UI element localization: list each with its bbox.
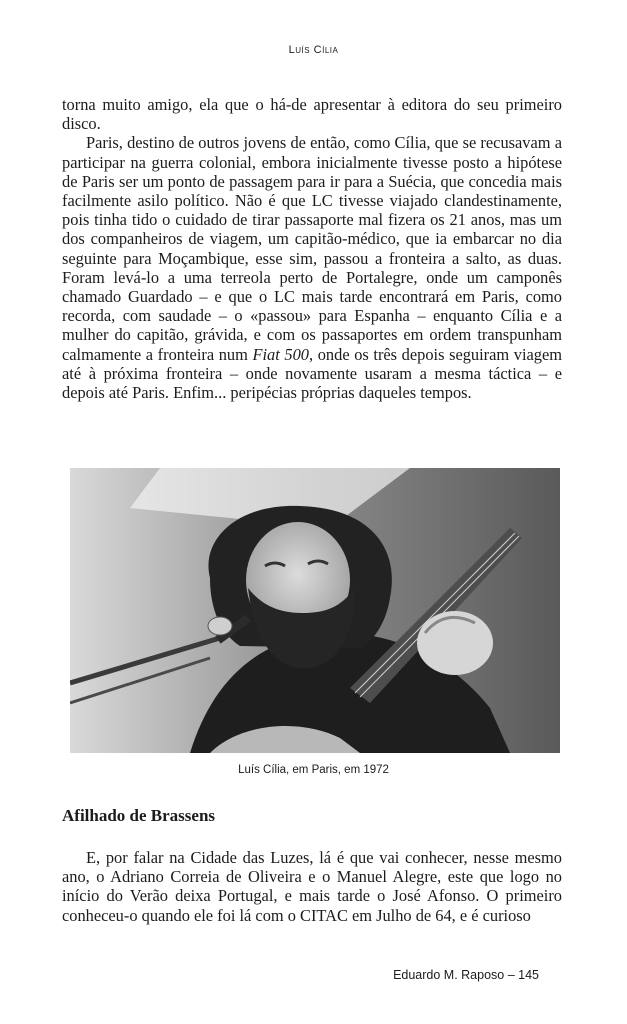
paragraph-2: [62, 133, 562, 402]
body-text-bottom: [62, 848, 562, 925]
page-footer-folio: Eduardo M. Raposo – 145: [393, 968, 539, 982]
paragraph-2-text-a: Paris, destino de outros jovens de então, como Cília, que se recusavam a participar na guerra colonial, embora inicialmente tivesse posto a hipótese de Paris ser um ponto de passagem para ir para a Suécia, que concedia mais facilmente asilo político. Não é que LC tivesse viajado clandestinamente, pois tinha tido o cuidado de tirar passaporte mal fizera os 21 anos, mas um dos companheiros de viagem, um capitão-médico, que ia embarcar no dia seguinte para Moçambique, esse sim, passou a fronteira a salto, as duas. Foram levá-lo a uma terreola perto de Portalegre, onde um camponês chamado Guardado – e que o LC mais tarde encontrará em Paris, como recorda, com saudade – o «passou» para Espanha – enquanto Cília e a mulher do capitão, grávida, e com os passaportes em ordem transpunham calmamente a fronteira num: [62, 133, 562, 364]
paragraph-2-text-b: , onde os três depois seguiram viagem até à próxima fronteira – onde novamente usaram a mesma táctica – e depois até Paris. Enfim... peripécias próprias daqueles tempos.: [62, 344, 563, 403]
paragraph-1: torna muito amigo, ela que o há-de apresentar à editora do seu primeiro disco.: [62, 95, 562, 134]
body-text-top: [62, 95, 562, 402]
section-heading: Afilhado de Brassens: [62, 806, 216, 825]
running-head: Luís Cília: [288, 44, 339, 56]
photo-caption: Luís Cília, em Paris, em 1972: [238, 764, 389, 776]
photo-musician-with-guitar: [70, 468, 560, 753]
italic-term: Fiat 500: [252, 344, 310, 364]
paragraph-3: E, por falar na Cidade das Luzes, lá é que vai conhecer, nesse mesmo ano, o Adriano Correia de Oliveira e o Manuel Alegre, este que logo no início do Verão deixa Portugal, e mais tarde o José Afonso. O primeiro conheceu-o quando ele foi lá com o CITAC em Julho de 64, e é curioso: [62, 848, 562, 925]
